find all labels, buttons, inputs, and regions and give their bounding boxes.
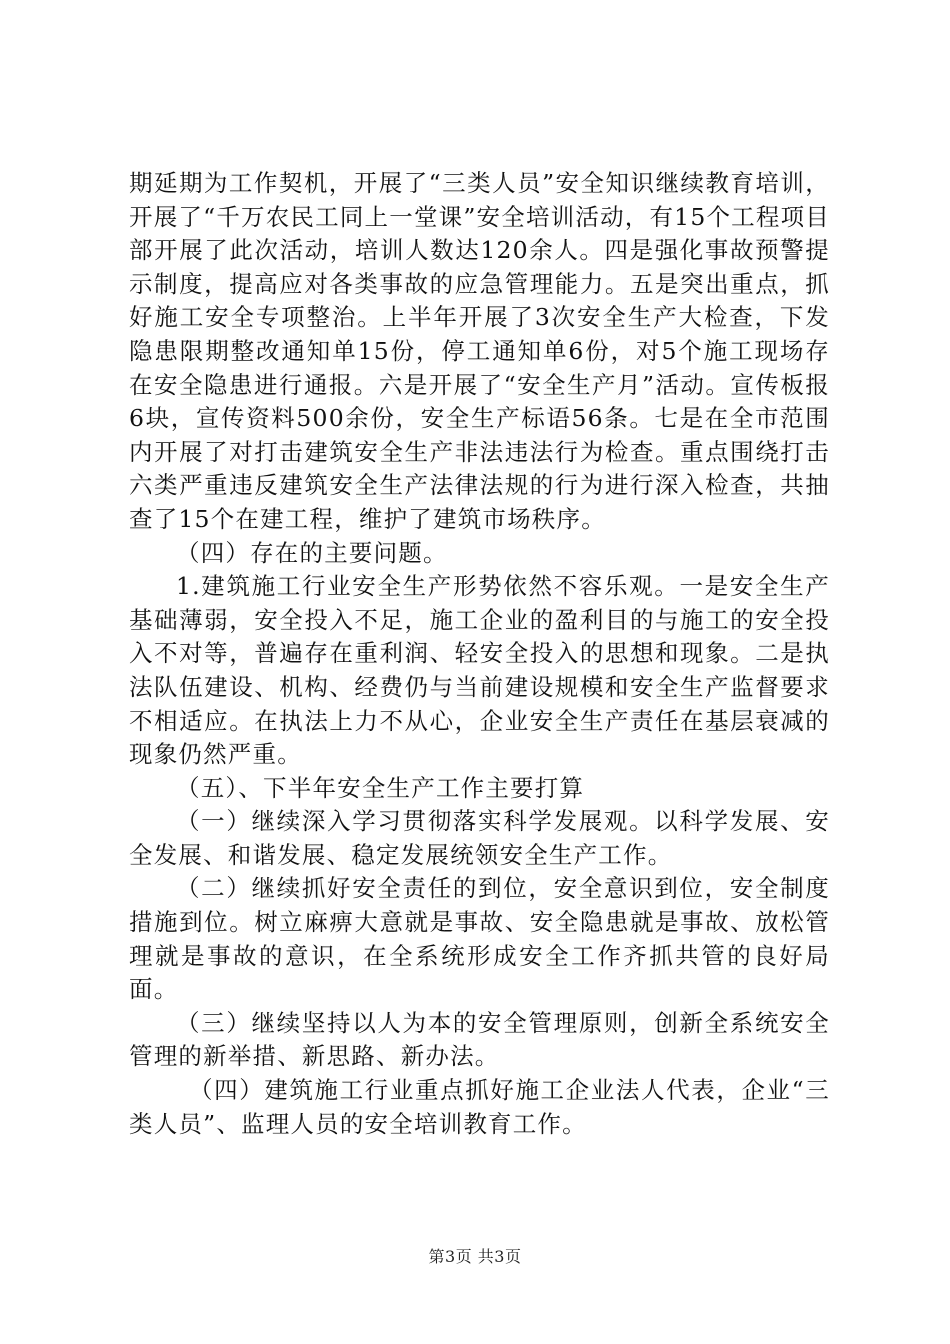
plan-item-2: （二）继续抓好安全责任的到位，安全意识到位，安全制度措施到位。树立麻痹大意就是事故、安全隐患就是事故、放松管理就是事故的意识，在全系统形成安全工作齐抓共管的良好局面。 xyxy=(129,874,830,1004)
plan-item-1: （一）继续深入学习贯彻落实科学发展观。以科学发展、安全发展、和谐发展、稳定发展统领安全生产工作。 xyxy=(129,807,830,869)
document-body xyxy=(129,167,830,1141)
plan-item-3: （三）继续坚持以人为本的安全管理原则，创新全系统安全管理的新举措、新思路、新办法。 xyxy=(129,1008,830,1071)
section-heading-plans: （五）、下半年安全生产工作主要打算 xyxy=(176,773,585,802)
page-number-footer: 第3页 共3页 xyxy=(428,1247,522,1266)
paragraph-continuation: 期延期为工作契机，开展了“三类人员”安全知识继续教育培训，开展了“千万农民工同上一堂课”安全培训活动，有15个工程项目部开展了此次活动，培训人数达120余人。四是强化事故预警提示制度，提高应对各类事故的应急管理能力。五是突出重点，抓好施工安全专项整治。上半年开展了3次安全生产大检查，下发隐患限期整改通知单15份，停工通知单6份，对5个施工现场存在安全隐患进行通报。六是开展了“安全生产月”活动。宣传板报6块，宣传资料500余份，安全生产标语56条。七是在全市范围内开展了对打击建筑安全生产非法违法行为检查。重点围绕打击六类严重违反建筑安全生产法律法规的行为进行深入检查，共抽查了15个在建工程，维护了建筑市场秩序。 xyxy=(129,169,830,533)
plan-item-4: （四）建筑施工行业重点抓好施工企业法人代表，企业“三类人员”、监理人员的安全培训教育工作。 xyxy=(129,1076,830,1138)
section-heading-problems: （四）存在的主要问题。 xyxy=(176,538,448,567)
paragraph-problem-1: 1.建筑施工行业安全生产形势依然不容乐观。一是安全生产基础薄弱，安全投入不足，施工企业的盈利目的与施工的安全投入不对等，普遍存在重利润、轻安全投入的思想和现象。二是执法队伍建设、机构、经费仍与当前建设规模和安全生产监督要求不相适应。在执法上力不从心，企业安全生产责任在基层衰减的现象仍然严重。 xyxy=(129,572,830,769)
